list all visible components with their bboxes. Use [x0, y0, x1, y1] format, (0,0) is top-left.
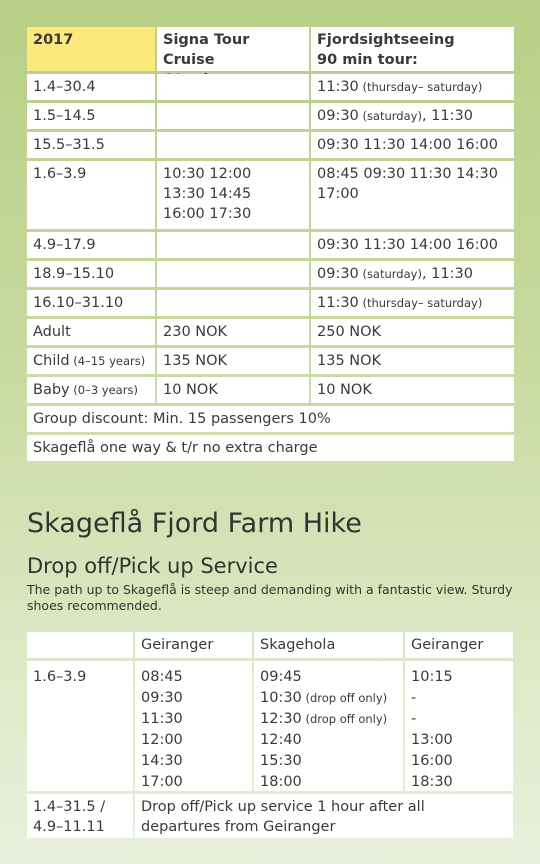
drop-off-note: (drop off only): [301, 691, 388, 705]
drop-off-note: (drop off only): [301, 712, 388, 726]
price-label-note: (0–3 years): [69, 383, 138, 397]
skagehola-time: 09:45: [260, 669, 302, 685]
fjord-times: [311, 261, 514, 287]
signa-times: 10:30 12:00 13:30 14:45 16:00 17:30: [157, 161, 309, 229]
period-cell: 1.4–31.5 / 4.9–11.11: [27, 794, 133, 838]
hike-subtitle: Drop off/Pick up Service: [27, 554, 278, 578]
fjord-note: (thursday– saturday): [358, 296, 483, 310]
skagehola-time: 18:00: [260, 774, 302, 790]
fjord-time: 11:30: [317, 79, 359, 95]
fjord-header: Fjordsightseeing 90 min tour:: [311, 27, 514, 71]
skagehola-time: 15:30: [260, 753, 302, 769]
service-note: Drop off/Pick up service 1 hour after all departures from Geiranger: [135, 794, 513, 838]
period-cell: 1.5–14.5: [27, 103, 155, 129]
fjord-price: 10 NOK: [311, 377, 514, 403]
hike-description: The path up to Skageflå is steep and demanding with a fantastic view. Sturdy shoes recommended.: [27, 582, 513, 613]
signa-times: [157, 232, 309, 258]
skagehola-time: 12:30 (drop off only): [260, 711, 388, 727]
period-cell: 15.5–31.5: [27, 132, 155, 158]
table-row: [27, 794, 514, 838]
group-discount-row: [27, 406, 514, 432]
header-geiranger-1: Geiranger: [135, 632, 252, 658]
price-label-text: Adult: [33, 324, 71, 340]
price-row: [27, 377, 514, 403]
period-cell: 1.4–30.4: [27, 74, 155, 100]
signa-times: [157, 132, 309, 158]
table-row: [27, 232, 514, 258]
fjord-note: (saturday): [358, 109, 422, 123]
fjord-note: (thursday– saturday): [358, 80, 483, 94]
one-way-row: [27, 435, 514, 461]
fjord-time: 09:30: [317, 266, 359, 282]
signa-times: [157, 290, 309, 316]
table-row: [27, 132, 514, 158]
tour-schedule-table: [27, 27, 514, 464]
price-row: [27, 348, 514, 374]
group-discount: Group discount: Min. 15 passengers 10%: [27, 406, 514, 432]
fjord-times: [311, 103, 514, 129]
empty-header: [27, 632, 133, 658]
fjord-times: 09:30 11:30 14:00 16:00: [311, 232, 514, 258]
fjord-price: 250 NOK: [311, 319, 514, 345]
period-cell: 1.6–3.9: [27, 161, 155, 229]
signa-price: 230 NOK: [157, 319, 309, 345]
table-header-row: [27, 27, 514, 71]
price-label: [27, 319, 155, 345]
one-way-note: Skageflå one way & t/r no extra charge: [27, 435, 514, 461]
table-row: [27, 103, 514, 129]
fjord-times: 08:45 09:30 11:30 14:30 17:00: [311, 161, 514, 229]
price-label-note: (4–15 years): [69, 354, 146, 368]
period-cell: 4.9–17.9: [27, 232, 155, 258]
price-label: [27, 348, 155, 374]
skagehola-time: 12:40: [260, 732, 302, 748]
signa-price: 10 NOK: [157, 377, 309, 403]
period-cell: 1.6–3.9: [27, 661, 133, 791]
signa-times: [157, 103, 309, 129]
table-row: [27, 74, 514, 100]
hike-title: Skageflå Fjord Farm Hike: [27, 508, 362, 539]
signa-times: [157, 74, 309, 100]
price-label: [27, 377, 155, 403]
fjord-times: 09:30 11:30 14:00 16:00: [311, 132, 514, 158]
year-cell: 2017: [27, 27, 155, 71]
signa-price: 135 NOK: [157, 348, 309, 374]
skagehola-times: [254, 661, 403, 791]
signa-header: Signa Tour Cruise: [157, 27, 309, 71]
header-geiranger-2: Geiranger: [405, 632, 513, 658]
fjord-times: [311, 290, 514, 316]
table-header-row: [27, 632, 514, 658]
price-label-text: Child: [33, 353, 70, 369]
geiranger-returns: 10:15 - - 13:00 16:00 18:30: [405, 661, 513, 791]
skagehola-time: 10:30 (drop off only): [260, 690, 388, 706]
fjord-time: 11:30: [317, 295, 359, 311]
price-label-text: Baby: [33, 382, 70, 398]
fjord-times: [311, 74, 514, 100]
fjord-tail: , 11:30: [421, 108, 473, 124]
fjord-note: (saturday): [358, 267, 422, 281]
fjord-time: 09:30: [317, 108, 359, 124]
geiranger-departures: 08:45 09:30 11:30 12:00 14:30 17:00: [135, 661, 252, 791]
period-cell: 18.9–15.10: [27, 261, 155, 287]
table-row: [27, 261, 514, 287]
period-cell: 16.10–31.10: [27, 290, 155, 316]
price-row: [27, 319, 514, 345]
header-skagehola: Skagehola: [254, 632, 403, 658]
signa-times: [157, 261, 309, 287]
hike-schedule-table: [27, 632, 514, 841]
fjord-price: 135 NOK: [311, 348, 514, 374]
fjord-tail: , 11:30: [421, 266, 473, 282]
table-row: [27, 290, 514, 316]
table-row: [27, 161, 514, 229]
table-row: [27, 661, 514, 791]
